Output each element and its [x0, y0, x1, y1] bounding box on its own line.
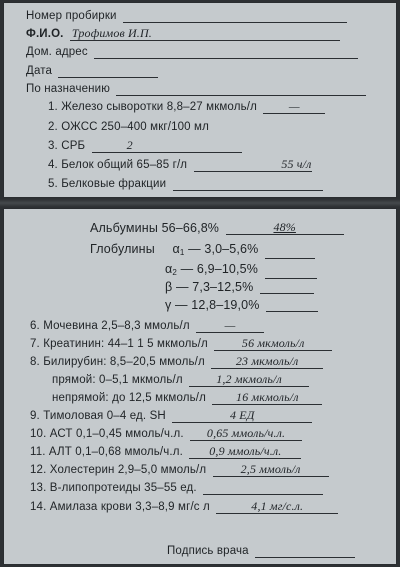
- form-bottom-card: [3, 208, 397, 565]
- alpha2-range: — 6,9–10,5%: [180, 262, 259, 276]
- gamma-row: [165, 299, 318, 312]
- albumin-field[interactable]: [226, 222, 344, 235]
- test-label: 8. Билирубин: 8,5–20,5 ммоль/л: [30, 356, 205, 368]
- test-label: непрямой: до 12,5 мкмоль/л: [52, 392, 206, 404]
- alpha1-range: — 3,0–5,6%: [188, 242, 259, 256]
- address-field[interactable]: [94, 46, 358, 59]
- signature-label: Подпись врача: [167, 545, 249, 557]
- test-result-field[interactable]: [263, 101, 325, 114]
- alpha2-row: [165, 263, 317, 276]
- tube-number-label: Номер пробирки: [26, 10, 117, 22]
- signature-field[interactable]: [255, 545, 355, 558]
- date-label: Дата: [26, 65, 53, 77]
- test-result-value: 23 мкмоль/л: [235, 354, 299, 368]
- test-label: 1. Железо сыворотки 8,8–27 мкмоль/л: [48, 101, 257, 113]
- test-row-9: [30, 410, 312, 423]
- test-row-11: [30, 446, 301, 459]
- beta-row: [165, 281, 314, 294]
- test-result-value: 0,9 ммоль/ч.л.: [209, 444, 282, 458]
- test-result-value: 2: [126, 138, 133, 152]
- name-row: [26, 28, 340, 41]
- name-field[interactable]: [70, 28, 340, 41]
- test-row-13: [30, 482, 323, 495]
- assignment-field[interactable]: [116, 83, 366, 96]
- date-field[interactable]: [58, 65, 158, 78]
- test-result-field[interactable]: [189, 374, 309, 387]
- test-row-8: [30, 356, 323, 369]
- test-result-value: 1,2 мкмоль/л: [216, 372, 282, 386]
- test-label: 4. Белок общий 65–85 г/л: [48, 159, 188, 171]
- alpha1-field[interactable]: [265, 246, 315, 259]
- test-result-value: —: [288, 99, 300, 113]
- albumin-label: Альбумины 56–66,8%: [90, 221, 220, 235]
- test-row-6: [30, 320, 264, 333]
- beta-label: β — 7,3–12,5%: [165, 280, 254, 294]
- test-label: 6. Мочевина 2,5–8,3 ммоль/л: [30, 320, 190, 332]
- test-result-field[interactable]: [216, 501, 338, 514]
- albumin-row: [90, 222, 344, 235]
- alpha2-subscript: 2: [172, 268, 177, 277]
- test-result-field[interactable]: [194, 159, 312, 172]
- name-value: Трофимов И.П.: [71, 26, 152, 40]
- assignment-row: [26, 83, 366, 96]
- test-row-2: [48, 121, 209, 134]
- test-row-5: [48, 178, 323, 191]
- alpha1-subscript: 1: [179, 248, 185, 257]
- test-result-field[interactable]: [211, 356, 323, 369]
- test-label: 14. Амилаза крови 3,3–8,9 мг/с л: [30, 501, 210, 513]
- test-result-field[interactable]: [212, 392, 322, 405]
- alpha2-field[interactable]: [265, 266, 317, 279]
- test-result-field[interactable]: [92, 140, 242, 153]
- tube-number-row: [26, 10, 347, 23]
- test-result-value: 4,1 мг/с.л.: [251, 499, 304, 513]
- test-result-value: 56 мкмоль/л: [241, 336, 305, 350]
- test-label: 5. Белковые фракции: [48, 178, 167, 190]
- gamma-label: γ — 12,8–19,0%: [165, 298, 260, 312]
- test-label: прямой: 0–5,1 мкмоль/л: [52, 374, 183, 386]
- test-result-value: 55 ч/л: [281, 157, 312, 171]
- test-row-4: [48, 159, 312, 172]
- test-result-field[interactable]: [203, 482, 323, 495]
- test-row-1: [48, 101, 325, 114]
- test-label: 3. СРБ: [48, 140, 86, 152]
- alpha-symbol: α: [172, 242, 180, 256]
- test-result-field[interactable]: [190, 428, 302, 441]
- test-result-field[interactable]: [213, 464, 329, 477]
- test-result-field[interactable]: [189, 446, 301, 459]
- test-result-field[interactable]: [196, 320, 264, 333]
- test-label: 13. В-липопротеиды 35–55 ед.: [30, 482, 197, 494]
- test-row-7: [30, 338, 332, 351]
- test-label: 7. Креатинин: 44–1 1 5 мкмоль/л: [30, 338, 208, 350]
- test-label: 10. АСТ 0,1–0,45 ммоль/ч.л.: [30, 428, 184, 440]
- test-row-3: [48, 140, 242, 153]
- alpha-symbol: α: [165, 262, 173, 276]
- test-label: 12. Холестерин 2,9–5,0 ммоль/л: [30, 464, 207, 476]
- beta-field[interactable]: [260, 281, 314, 294]
- test-label: 11. АЛТ 0,1–0,68 ммоль/ч.л.: [30, 446, 183, 458]
- test-row-8a: [52, 374, 309, 387]
- test-result-value: 16 мкмоль/л: [236, 390, 299, 404]
- test-row-12: [30, 464, 329, 477]
- test-result-field[interactable]: [172, 410, 312, 423]
- test-result-value: 4 ЕД: [229, 408, 255, 422]
- alpha2-label: [165, 263, 258, 279]
- tube-number-field[interactable]: [123, 10, 347, 23]
- albumin-value: 48%: [273, 220, 296, 234]
- gamma-field[interactable]: [266, 299, 318, 312]
- name-label: Ф.И.О.: [26, 28, 64, 40]
- card-fold-divider: [0, 199, 400, 207]
- globulins-alpha1-row: [90, 243, 315, 256]
- address-row: [26, 46, 358, 59]
- address-label: Дом. адрес: [26, 46, 88, 58]
- test-label: 9. Тимоловая 0–4 ед. SH: [30, 410, 166, 422]
- test-label: 2. ОЖСС 250–400 мкг/100 мл: [48, 121, 209, 133]
- test-result-value: 0,65 ммоль/ч.л.: [206, 426, 286, 440]
- test-result-value: —: [224, 318, 236, 332]
- test-row-10: [30, 428, 302, 441]
- test-result-value: 2,5 ммоль/л: [240, 462, 301, 476]
- test-result-field[interactable]: [214, 338, 332, 351]
- assignment-label: По назначению: [26, 83, 110, 95]
- date-row: [26, 65, 158, 78]
- test-row-14: [30, 501, 338, 514]
- test-result-field[interactable]: [173, 178, 323, 191]
- test-row-8b: [52, 392, 322, 405]
- form-top-card: [3, 2, 397, 198]
- signature-row: [167, 545, 355, 558]
- globulins-label: Глобулины: [90, 242, 155, 256]
- alpha1-label: [172, 243, 258, 259]
